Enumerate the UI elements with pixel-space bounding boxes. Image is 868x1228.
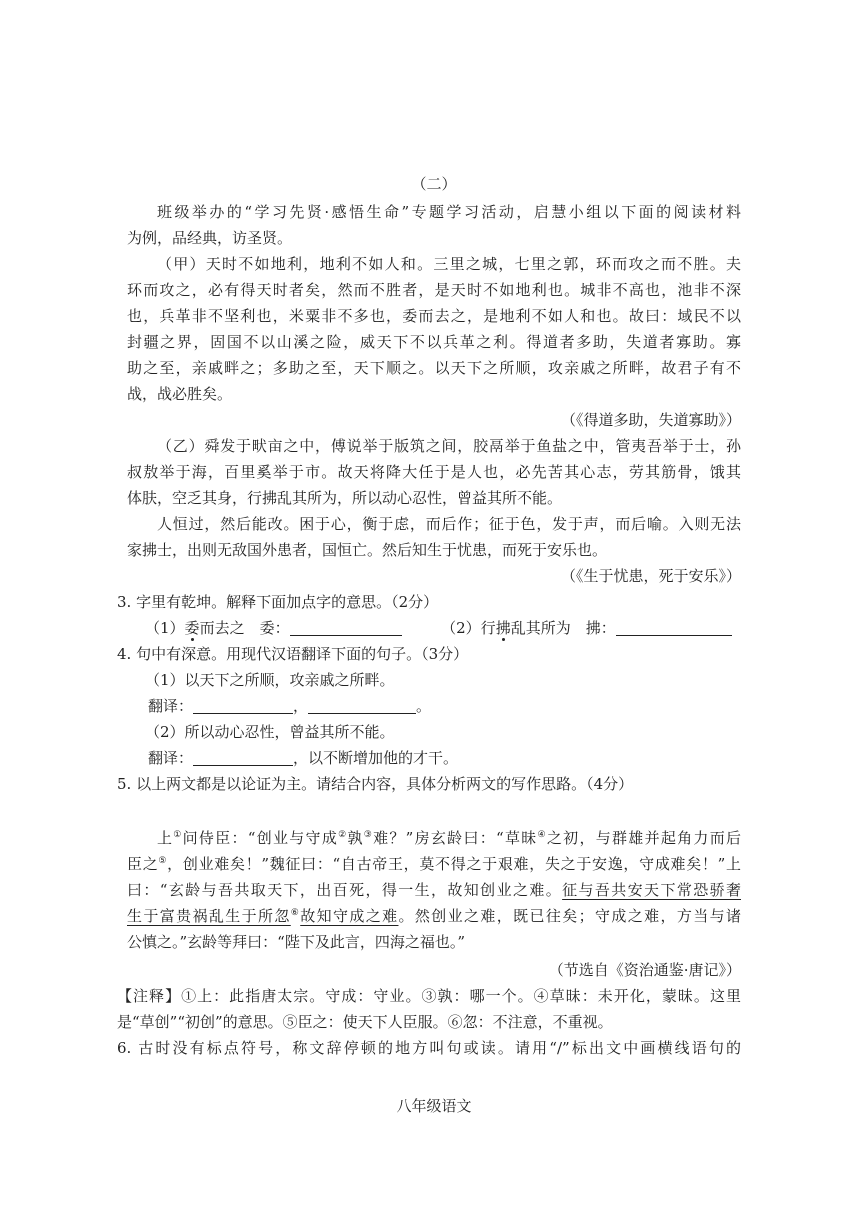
q4-sentence-2: （2）所以动心忍性，曾益其所不能。 [145,723,395,741]
source-yi: （《生于忧患，死于安乐》） [560,567,741,585]
passage-bing-line-2: 臣之⑤，创业难矣！”魏征曰：“自古帝王，莫不得之于艰难，失之于安逸，守成难矣！”上 [127,855,741,873]
passage-yi-line: 家拂士，出则无敌国外患者，国恒亡。然后知生于忧患，而死于安乐也。 [127,541,608,559]
section-title: （二） [411,175,457,193]
dotted-char: 拂 [495,619,511,637]
q6-stem: 6. 古时没有标点符号，称文辞停顿的地方叫句或读。请用“/”标出文中画横线语句的 [117,1039,741,1057]
answer-blank-q3-2[interactable] [616,617,732,636]
passage-jia-line: （甲）天时不如地利，地利不如人和。三里之城，七里之郭，环而攻之而不胜。夫 [157,255,741,273]
q5-stem: 5. 以上两文都是以论证为主。请结合内容，具体分析两文的写作思路。（4分） [117,775,634,793]
source-jia: （《得道多助，失道寡助》） [560,411,741,429]
passage-jia-line: 环而攻之，必有得天时者矣，然而不胜者，是天时不如地利也。城非不高也，池非不深 [127,281,741,299]
passage-yi-line: 人恒过，然后能改。困于心，衡于虑，而后作；征于色，发于声，而后喻。入则无法 [157,515,741,533]
q3-items: （1）委而去之 委： （2）行拂乱其所为 拂： [145,616,759,640]
underlined-sentence: 征与吾共安天下常恐骄奢 [562,881,741,899]
answer-blank-q3-1[interactable] [290,617,402,636]
passage-yi-line: 体肤，空乏其身，行拂乱其所为，所以动心忍性，曾益其所不能。 [127,489,563,507]
passage-jia-line: 也，兵革非不坚利也，米粟非不多也，委而去之，是地利不如人和也。故曰：域民不以 [127,307,741,325]
notes-line-2: 是“草创”“初创”的意思。⑤臣之：使天下人臣服。⑥忽：不注意，不重视。 [117,1013,613,1031]
intro-line-2: 为例，品经典，访圣贤。 [127,229,293,247]
q4-translation-1: 翻译： ， 。 [148,697,432,715]
notes-line-1: 【注释】①上：此指唐太宗。守成：守业。③孰：哪一个。④草昧：未开化，蒙昧。这里 [117,987,741,1005]
answer-blank-q4-1a[interactable] [193,695,293,714]
passage-yi-line: （乙）舜发于畎亩之中，傅说举于版筑之间，胶鬲举于鱼盐之中，管夷吾举于士，孙 [157,437,741,455]
q4-sentence-1: （1）以天下之所顺，攻亲戚之所畔。 [145,671,395,689]
q4-stem: 4. 句中有深意。用现代汉语翻译下面的句子。（3分） [117,645,469,663]
passage-bing-line-4: 生于富贵祸乱生于所忽⑥故知守成之难。然创业之难，既已往矣；守成之难，方当与诸 [127,907,741,925]
passage-bing-line-1: 上①问侍臣：“创业与守成②孰③难？”房玄龄曰：“草昧④之初，与群雄并起角力而后 [157,829,741,847]
passage-jia-line: 助之至，亲戚畔之；多助之至，天下顺之。以天下之所顺，攻亲戚之所畔，故君子有不 [127,359,741,377]
q3-stem: 3. 字里有乾坤。解释下面加点字的意思。（2分） [117,593,439,611]
underlined-sentence: 故知守成之难 [300,907,399,925]
page-footer: 八年级语文 [396,1097,472,1115]
dotted-char: 委 [184,619,200,637]
passage-bing-line-5: 公慎之。”玄龄等拜曰：“陛下及此言，四海之福也。” [127,933,466,951]
underlined-sentence: 生于富贵祸乱生于所忽 [127,907,291,925]
source-bing: （节选自《资治通鉴·唐记》） [548,961,741,979]
answer-blank-q4-2[interactable] [193,747,293,766]
intro-line-1: 班级举办的“学习先贤·感悟生命”专题学习活动，启慧小组以下面的阅读材料 [157,203,741,221]
answer-blank-q4-1b[interactable] [308,695,416,714]
passage-bing-line-3: 曰：“玄龄与吾共取天下，出百死，得一生，故知创业之难。征与吾共安天下常恐骄奢 [127,881,741,899]
passage-jia-line: 战，战必胜矣。 [127,385,233,403]
passage-yi-line: 叔敖举于海，百里奚举于市。故天将降大任于是人也，必先苦其心志，劳其筋骨，饿其 [127,463,741,481]
passage-jia-line: 封疆之界，固国不以山溪之险，威天下不以兵革之利。得道者多助，失道者寡助。寡 [127,333,741,351]
q4-translation-2: 翻译： ，以不断增加他的才干。 [148,749,459,767]
